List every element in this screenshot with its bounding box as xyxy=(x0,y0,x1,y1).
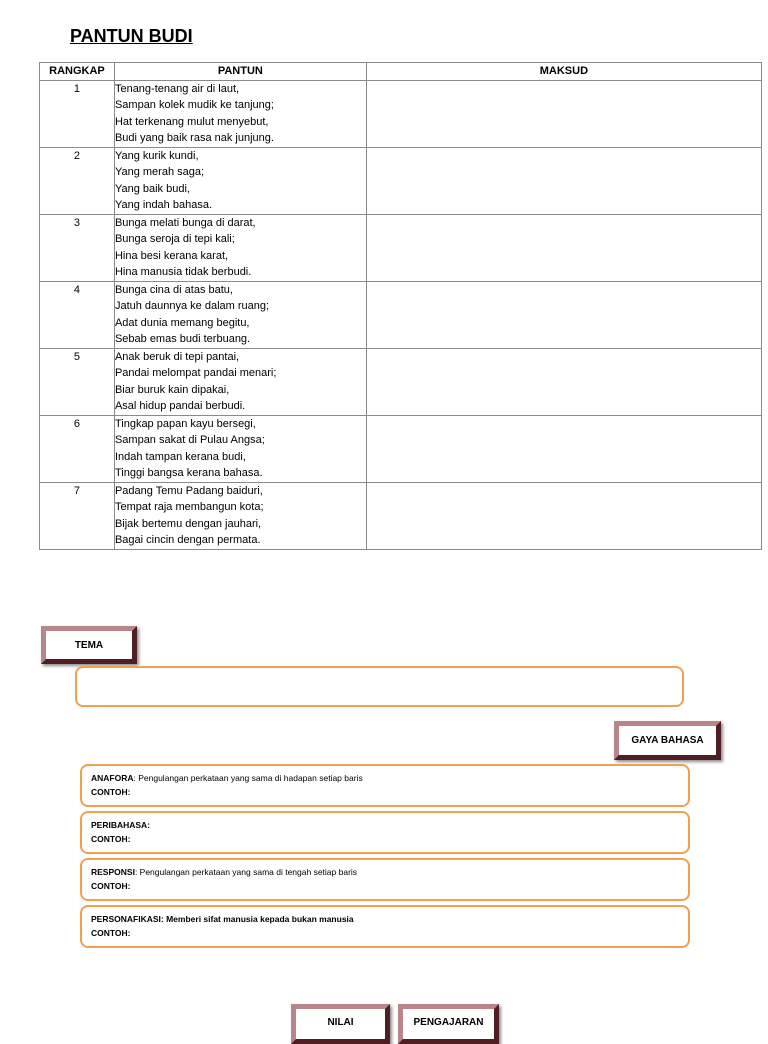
rangkap-number: 3 xyxy=(40,214,115,281)
header-rangkap: RANGKAP xyxy=(40,63,115,81)
table-row xyxy=(40,214,762,281)
pantun-line: Pandai melompat pandai menari; xyxy=(114,367,277,379)
tema-answer-box[interactable] xyxy=(75,666,684,707)
rangkap-number: 6 xyxy=(40,415,115,482)
table-row xyxy=(40,415,762,482)
gaya-desc: : Pengulangan perkataan yang sama di tengah setiap baris xyxy=(134,867,358,877)
pantun-line: Anak beruk di tepi pantai, xyxy=(114,350,240,363)
maksud-cell[interactable] xyxy=(366,281,761,348)
table-row xyxy=(40,482,762,549)
pantun-line: Sampan sakat di Pulau Angsa; xyxy=(114,434,265,446)
gaya-term: PERIBAHASA xyxy=(91,820,148,830)
pantun-line: Adat dunia memang begitu, xyxy=(114,316,250,329)
pantun-line: Hina manusia tidak berbudi. xyxy=(114,266,252,278)
gaya-bahasa-peribahasa-box[interactable] xyxy=(80,811,690,854)
pantun-line: Bunga cina di atas batu, xyxy=(114,283,233,296)
maksud-cell[interactable] xyxy=(366,348,761,415)
maksud-cell[interactable] xyxy=(366,214,761,281)
pantun-line: Yang kurik kundi, xyxy=(114,149,199,162)
pantun-line: Tingkap papan kayu bersegi, xyxy=(114,417,256,430)
pantun-line: Bunga melati bunga di darat, xyxy=(114,216,256,229)
gaya-term: ANAFORA xyxy=(91,773,134,783)
pantun-line: Bagai cincin dengan permata. xyxy=(114,534,261,546)
gaya-bahasa-responsi-box[interactable] xyxy=(80,858,690,901)
pantun-line: Jatuh daunnya ke dalam ruang; xyxy=(114,300,270,312)
gaya-term: RESPONSI xyxy=(91,867,135,877)
pantun-lines xyxy=(114,281,366,348)
page-title: PANTUN BUDI xyxy=(70,26,193,46)
contoh-label: CONTOH: xyxy=(91,834,131,844)
pengajaran-label-tab: PENGAJARAN xyxy=(398,1004,499,1044)
pantun-line: Tempat raja membangun kota; xyxy=(114,501,264,513)
table-header-row xyxy=(40,63,762,81)
pantun-line: Bijak bertemu dengan jauhari, xyxy=(114,517,262,530)
rangkap-number: 4 xyxy=(40,281,115,348)
pantun-line: Biar buruk kain dipakai, xyxy=(114,383,230,396)
pantun-lines xyxy=(114,80,366,147)
rangkap-number: 5 xyxy=(40,348,115,415)
maksud-cell[interactable] xyxy=(366,415,761,482)
table-row xyxy=(40,80,762,147)
pantun-lines xyxy=(114,147,366,214)
gaya-desc: : xyxy=(147,820,151,830)
pantun-line: Sampan kolek mudik ke tanjung; xyxy=(114,99,274,111)
table-row xyxy=(40,281,762,348)
rangkap-number: 7 xyxy=(40,482,115,549)
pantun-lines xyxy=(114,348,366,415)
pantun-line: Sebab emas budi terbuang. xyxy=(114,333,251,345)
gaya-bahasa-label-tab: GAYA BAHASA xyxy=(614,721,721,760)
pantun-line: Yang baik budi, xyxy=(114,182,190,195)
pantun-line: Budi yang baik rasa nak junjung. xyxy=(114,132,274,144)
pantun-line: Tenang-tenang air di laut, xyxy=(114,82,240,95)
header-pantun: PANTUN xyxy=(114,63,366,81)
gaya-desc: : Memberi sifat manusia kepada bukan manusia xyxy=(160,914,354,924)
contoh-label: CONTOH: xyxy=(91,881,131,891)
contoh-label: CONTOH: xyxy=(91,928,131,938)
pantun-line: Tinggi bangsa kerana bahasa. xyxy=(114,467,263,479)
maksud-cell[interactable] xyxy=(366,147,761,214)
pantun-line: Yang merah saga; xyxy=(114,166,205,178)
contoh-label: CONTOH: xyxy=(91,787,131,797)
tema-label-tab: TEMA xyxy=(41,626,137,664)
gaya-bahasa-personafikasi-box[interactable] xyxy=(80,905,690,948)
gaya-desc: : Pengulangan perkataan yang sama di hadapan setiap baris xyxy=(133,773,363,783)
pantun-line: Hina besi kerana karat, xyxy=(114,249,229,262)
pantun-table xyxy=(39,62,762,550)
pantun-line: Asal hidup pandai berbudi. xyxy=(114,400,246,412)
rangkap-number: 1 xyxy=(40,80,115,147)
maksud-cell[interactable] xyxy=(366,482,761,549)
pantun-lines xyxy=(114,415,366,482)
pantun-lines xyxy=(114,214,366,281)
pantun-line: Indah tampan kerana budi, xyxy=(114,450,246,463)
maksud-cell[interactable] xyxy=(366,80,761,147)
table-row xyxy=(40,348,762,415)
header-maksud: MAKSUD xyxy=(366,63,761,81)
pantun-lines xyxy=(114,482,366,549)
pantun-line: Bunga seroja di tepi kali; xyxy=(114,233,235,245)
nilai-label-tab: NILAI xyxy=(291,1004,390,1044)
pantun-line: Yang indah bahasa. xyxy=(114,199,212,211)
rangkap-number: 2 xyxy=(40,147,115,214)
pantun-line: Hat terkenang mulut menyebut, xyxy=(114,115,269,128)
table-row xyxy=(40,147,762,214)
pantun-line: Padang Temu Padang baiduri, xyxy=(114,484,263,497)
gaya-bahasa-anafora-box[interactable] xyxy=(80,764,690,807)
gaya-term: PERSONAFIKASI xyxy=(91,914,161,924)
